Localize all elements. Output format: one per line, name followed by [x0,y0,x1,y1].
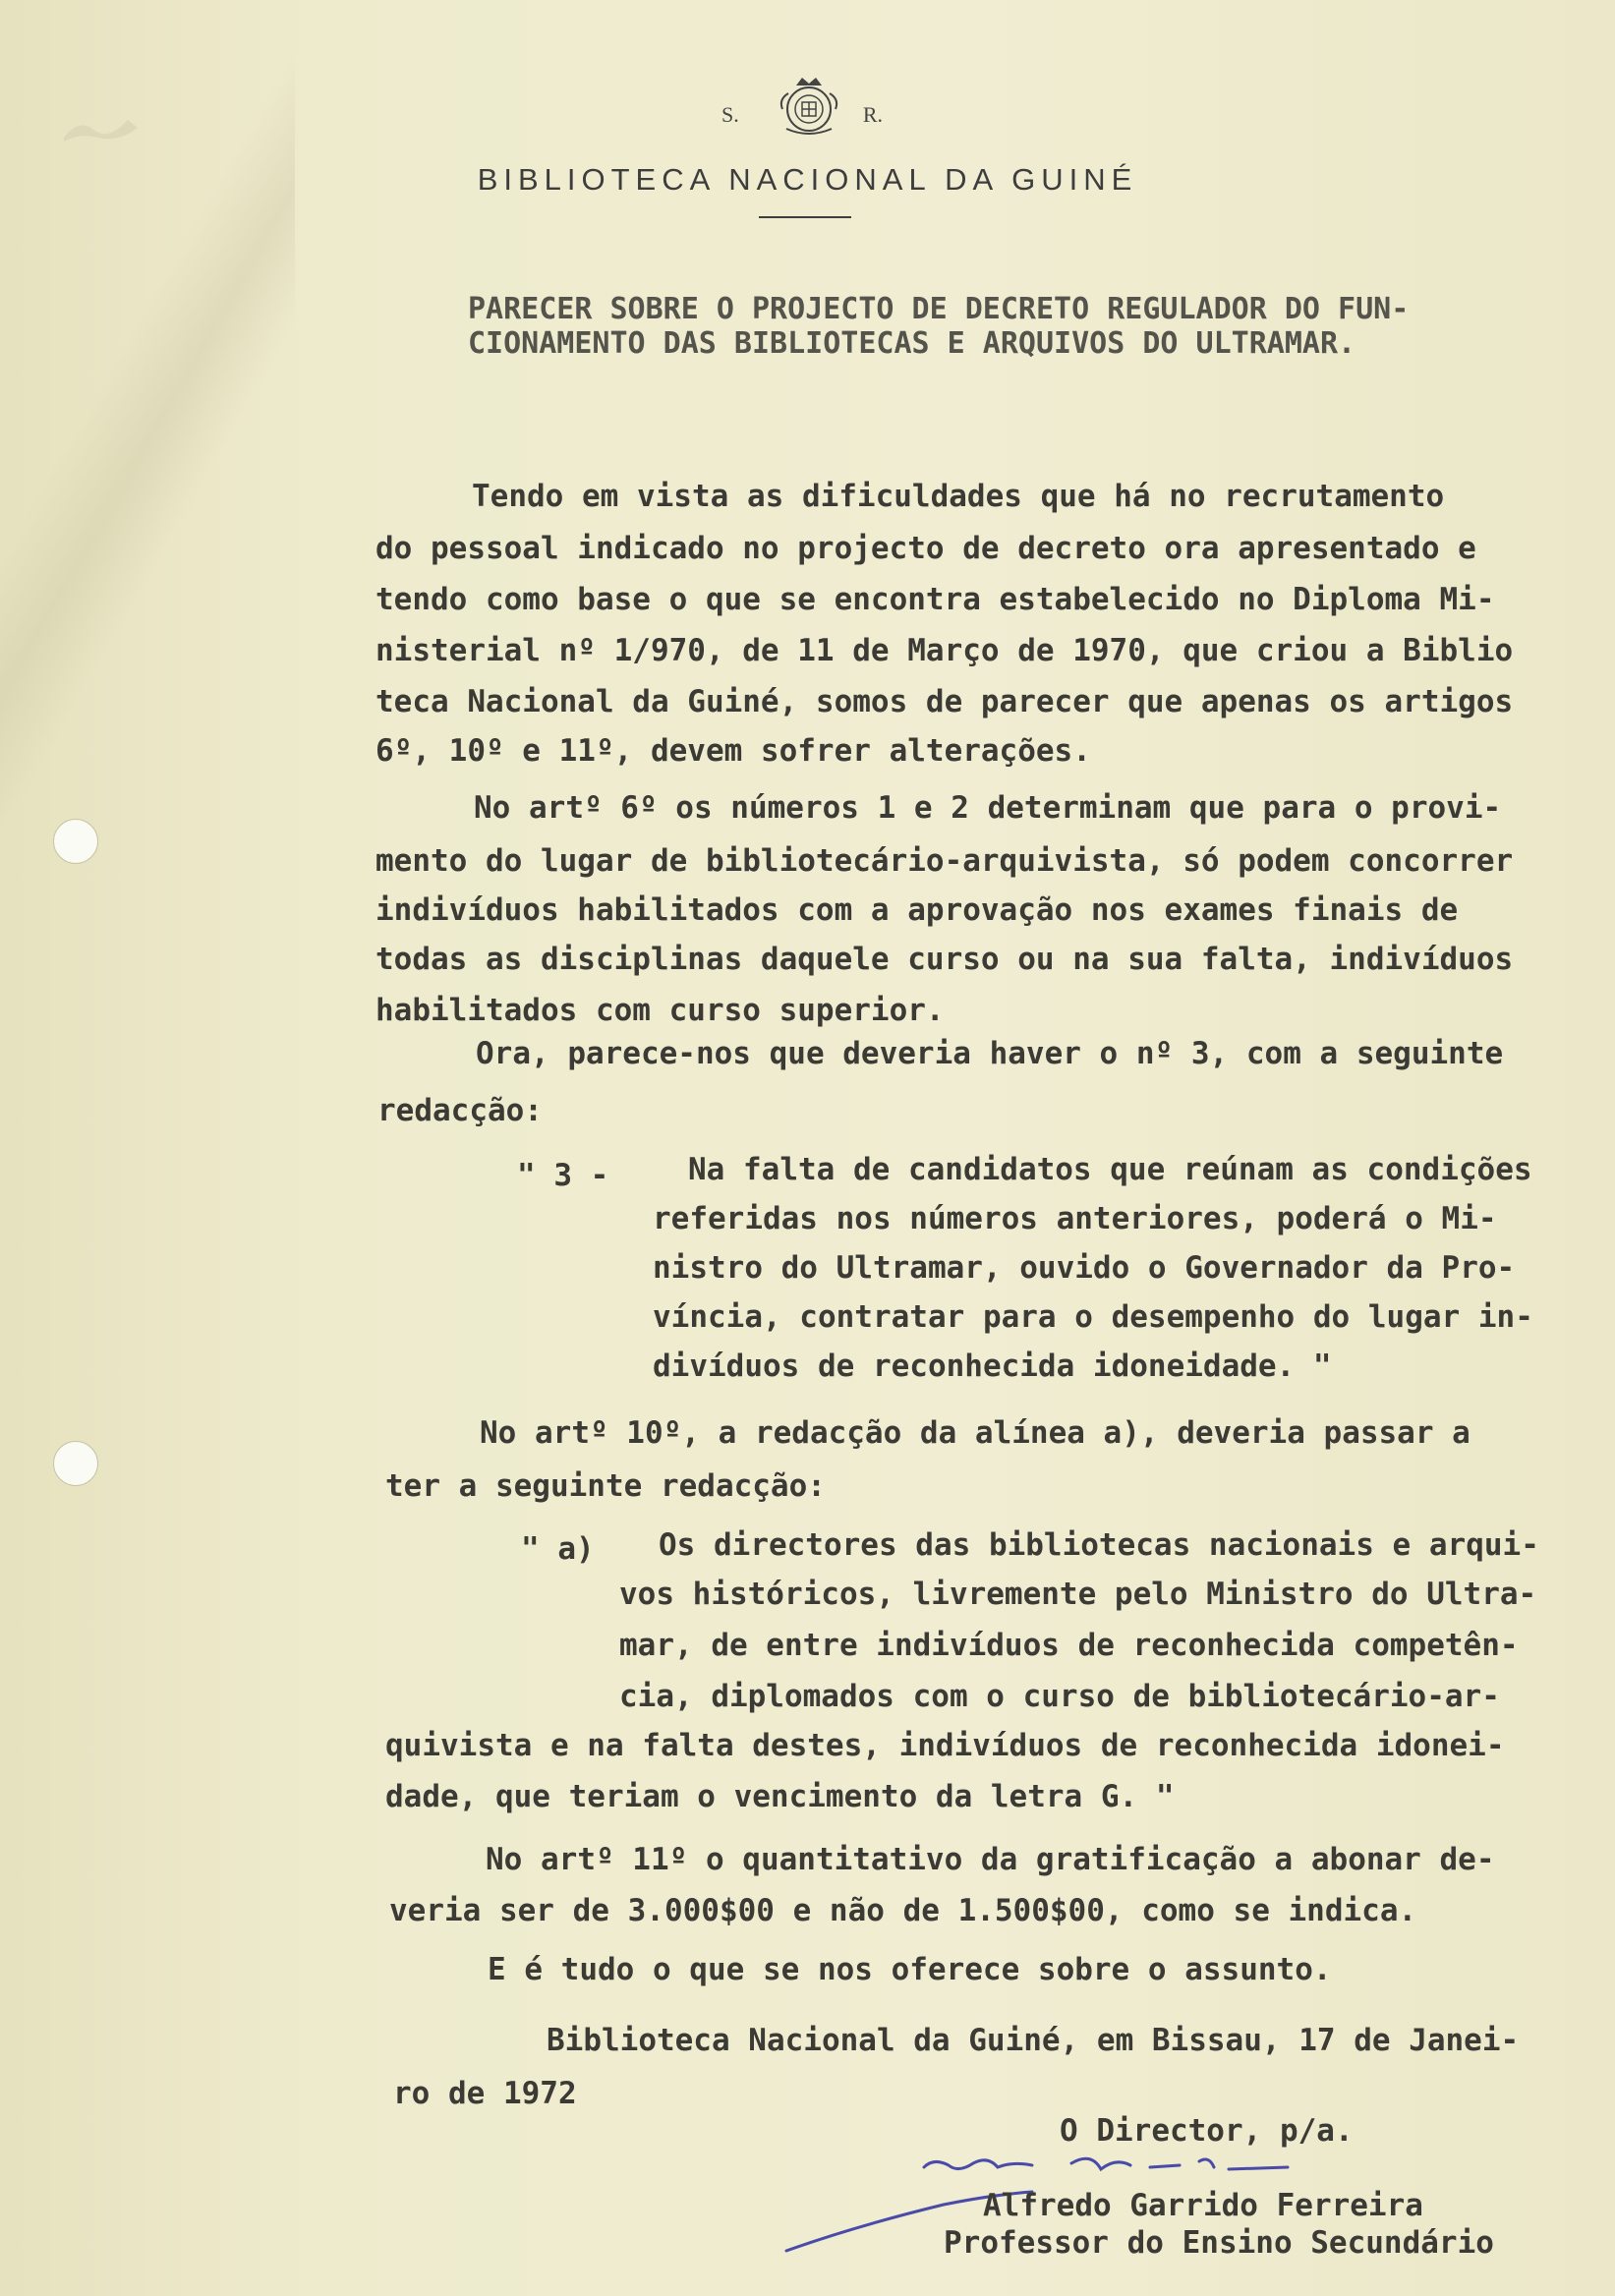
signatory-title: Professor do Ensino Secundário [944,2225,1494,2261]
body-line: mento do lugar de bibliotecário-arquivista, só podem concorrer [375,843,1514,879]
title-line: CIONAMENTO DAS BIBLIOTECAS E ARQUIVOS DO ULTRAMAR. [468,326,1356,361]
letterhead-divider [759,216,851,218]
body-line: No artº 10º, a redacção da alínea a), deveria passar a [480,1415,1471,1451]
paper-tear-mark [59,108,147,147]
body-line: do pessoal indicado no projecto de decreto ora apresentado e [375,531,1476,566]
body-line: víncia, contratar para o desempenho do lugar in- [653,1299,1533,1335]
body-line: todas as disciplinas daquele curso ou na sua falta, indivíduos [375,942,1514,977]
signature-role: O Director, p/a. [1060,2113,1354,2149]
body-line: quivista e na falta destes, indivíduos de reconhecida idonei- [385,1728,1505,1763]
letterhead-initial-right: R. [862,102,883,127]
punch-hole-lower [53,1441,98,1486]
body-line: dade, que teriam o vencimento da letra G. " [385,1779,1175,1814]
letterhead-seal-row [708,96,904,155]
punch-hole-upper [53,819,98,864]
body-line: habilitados com curso superior. [375,993,945,1028]
quote-marker: " 3 - [517,1158,609,1193]
paper-fold-shadow [0,0,295,885]
institution-name: BIBLIOTECA NACIONAL DA GUINÉ [477,162,1138,197]
body-line: No artº 6º os números 1 e 2 determinam que para o provi- [474,790,1502,826]
body-line: Na falta de candidatos que reúnam as condições [688,1152,1532,1187]
body-line: teca Nacional da Guiné, somos de parecer que apenas os artigos [375,684,1514,719]
place-date-line: ro de 1972 [393,2076,577,2111]
body-line: redacção: [377,1093,543,1128]
body-line: tendo como base o que se encontra estabelecido no Diploma Mi- [375,582,1495,617]
body-line: divíduos de reconhecida idoneidade. " [653,1349,1332,1384]
body-line: No artº 11º o quantitativo da gratificação a abonar de- [486,1842,1495,1877]
body-line: referidas nos números anteriores, poderá o Mi- [653,1201,1497,1236]
signatory-name: Alfredo Garrido Ferreira [983,2188,1423,2223]
quote-marker: " a) [521,1531,595,1567]
body-line: veria ser de 3.000$00 e não de 1.500$00, como se indica. [389,1893,1417,1928]
body-line: Ora, parece-nos que deveria haver o nº 3, com a seguinte [476,1036,1504,1071]
place-date-line: Biblioteca Nacional da Guiné, em Bissau, 17 de Janei- [547,2023,1520,2058]
body-line: cia, diplomados com o curso de bibliotecário-ar- [619,1679,1500,1714]
body-line: ter a seguinte redacção: [385,1468,826,1504]
body-line: nistro do Ultramar, ouvido o Governador da Pro- [653,1250,1516,1286]
coat-of-arms-icon [775,72,843,141]
body-line: mar, de entre indivíduos de reconhecida competên- [619,1628,1519,1663]
body-line: E é tudo o que se nos oferece sobre o assunto. [488,1952,1332,1987]
body-line: Os directores das bibliotecas nacionais e arqui- [659,1527,1539,1563]
title-line: PARECER SOBRE O PROJECTO DE DECRETO REGULADOR DO FUN- [468,292,1410,326]
body-line: Tendo em vista as dificuldades que há no recrutamento [472,479,1445,514]
document-title [468,292,1569,361]
letterhead-initial-left: S. [721,102,739,127]
body-line: indivíduos habilitados com a aprovação nos exames finais de [375,892,1459,928]
body-line: nisterial nº 1/970, de 11 de Março de 1970, que criou a Biblio [375,633,1514,668]
body-line: 6º, 10º e 11º, devem sofrer alterações. [375,733,1091,769]
body-line: vos históricos, livremente pelo Ministro do Ultra- [619,1577,1537,1612]
